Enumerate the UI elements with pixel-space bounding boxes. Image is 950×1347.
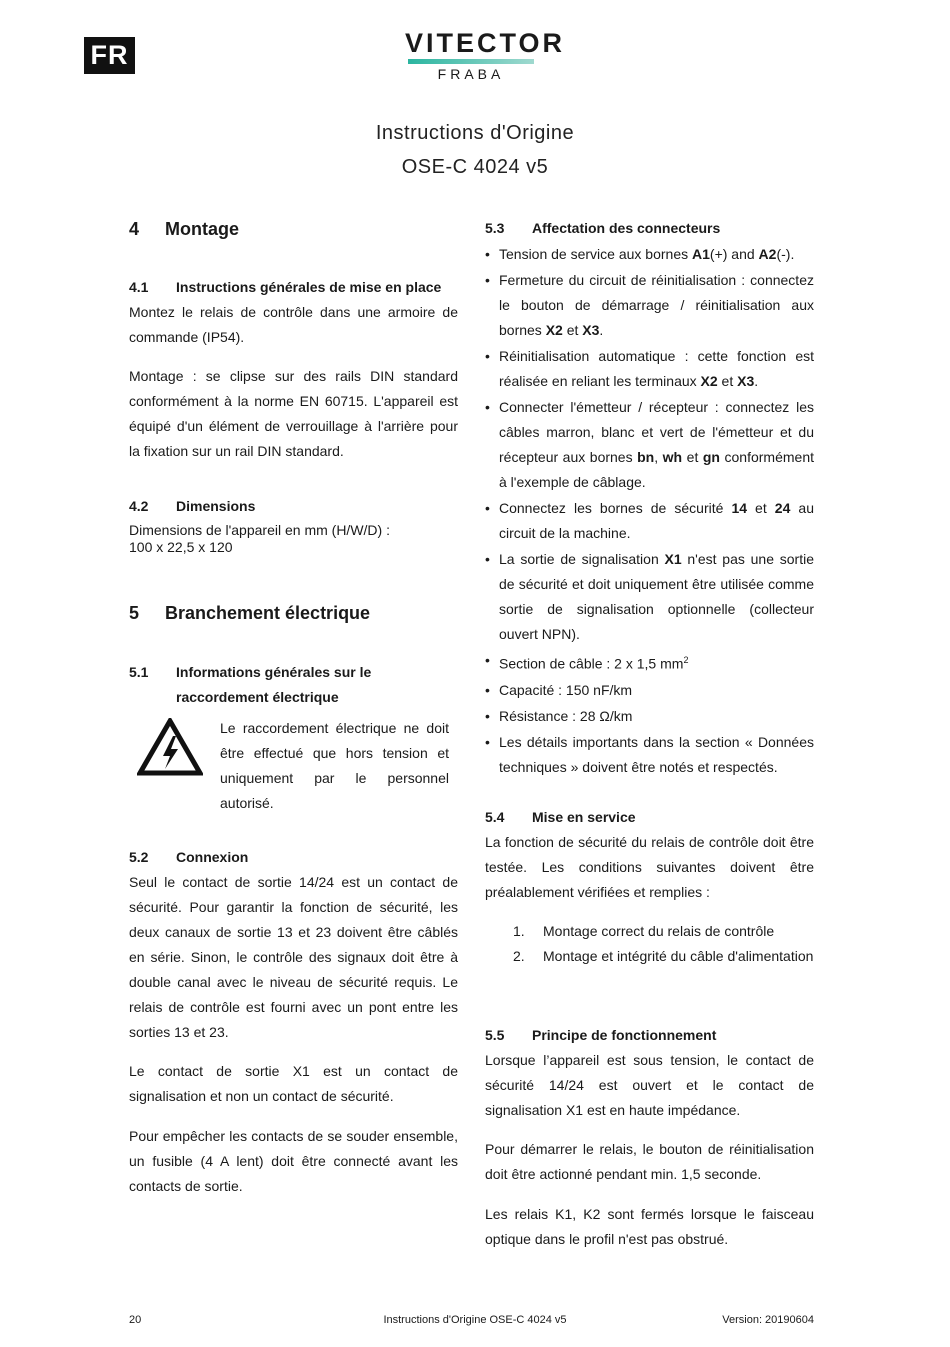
document-title: Instructions d'Origine [375,122,575,144]
list-item: • Résistance : 28 Ω/km [485,704,814,729]
dimensions-text [129,522,458,556]
paragraph: Pour empêcher les contacts de se souder ensemble, un fusible (4 A lent) doit être connecté avant les contacts de sortie. [129,1128,458,1194]
section-number: 5.4 [485,809,505,825]
section-number: 5.5 [485,1027,505,1043]
list-item: • Tension de service aux bornes A1(+) and A2(-). [485,242,814,267]
section-4-1-heading [129,275,469,300]
section-number: 4 [129,219,140,239]
section-title: Mise en service [532,809,636,825]
section-title: Dimensions [176,498,256,514]
paragraph: Montez le relais de contrôle dans une armoire de commande (IP54). [129,304,458,345]
section-5-1-heading [129,660,371,710]
section-5-5-heading [485,1023,716,1048]
footer-document-title: Instructions d'Origine OSE-C 4024 v5 [383,1314,567,1326]
list-item: • Section de câble : 2 x 1,5 $mm^2$ [485,648,814,677]
list-item: 2. Montage et intégrité du câble d'alimentation [513,948,814,964]
section-title: Branchement électrique [165,603,371,623]
connector-list [485,242,814,781]
list-item: • La sortie de signalisation X1 n'est pas une sortie de sécurité et doit uniquement être utilisée comme sortie de signalisation optionnelle (collecteur ouvert NPN). [485,547,814,647]
section-title: Montage [165,219,239,239]
section-5-heading [129,603,370,624]
logo-subtitle: FRABA [437,66,505,82]
paragraph: Montage : se clipse sur des rails DIN standard conformément à la norme EN 60715. L'appareil est équipé d'un élément de verrouillage à l'arrière pour la fixation sur un rail DIN standard. [129,368,458,459]
dimensions-value: 100 x 22,5 x 120 [129,539,233,555]
warning-text: Le raccordement électrique ne doit être effectué que hors tension et uniquement par le personnel autorisé. [220,720,449,811]
document-model: OSE-C 4024 v5 [401,156,549,178]
section-title: Instructions générales de mise en place [176,279,442,295]
section-4-2-heading [129,494,255,519]
logo-brand: VITECTOR [405,28,566,58]
section-number: 5.2 [129,849,149,865]
high-voltage-warning-icon [137,718,203,781]
paragraph: La fonction de sécurité du relais de contrôle doit être testée. Les conditions suivantes doivent être préalablement vérifiées et remplies : [485,834,814,900]
dimensions-label: Dimensions de l'appareil en mm (H/W/D) : [129,522,390,538]
section-number: 5.3 [485,220,505,236]
section-5-2-heading [129,845,248,870]
section-number: 5 [129,603,140,623]
footer-version: Version: 20190604 [722,1314,814,1326]
section-number: 4.1 [129,279,149,295]
section-title-line: raccordement électrique [176,689,339,705]
paragraph: Pour démarrer le relais, le bouton de réinitialisation doit être actionné pendant min. 1,5 seconde. [485,1141,814,1182]
language-badge: FR [84,37,135,74]
section-number: 4.2 [129,498,149,514]
list-item: • Fermeture du circuit de réinitialisation : connectez le bouton de démarrage / réinitialisation aux bornes X2 et X3. [485,268,814,343]
list-item: • Les détails importants dans la section « Données techniques » doivent être notés et respectés. [485,730,814,780]
paragraph: Les relais K1, K2 sont fermés lorsque le faisceau optique dans le profil n'est pas obstrué. [485,1206,814,1247]
list-item: • Réinitialisation automatique : cette fonction est réalisée en reliant les terminaux X2 et X3. [485,344,814,394]
vitector-logo [405,28,566,82]
paragraph: Seul le contact de sortie 14/24 est un contact de sécurité. Pour garantir la fonction de sécurité, les deux canaux de sortie 13 et 23 doivent être câblés en série. Sinon, le contrôle des signaux doit être à double canal avec le niveau de sécurité requis. Le relais de contrôle est fourni avec un pont entre les sorties 13 et 23. [129,874,458,1040]
section-title: Principe de fonctionnement [532,1027,717,1043]
list-item: • Connectez les bornes de sécurité 14 et 24 au circuit de la machine. [485,496,814,546]
paragraph: Lorsque l’appareil est sous tension, le contact de sécurité 14/24 est ouvert et le contact de signalisation X1 est en haute impédance. [485,1052,814,1118]
section-5-3-heading [485,216,720,241]
section-title-line: Informations générales sur le [176,664,372,680]
list-item: • Capacité : 150 nF/km [485,678,814,703]
list-item: • Connecter l'émetteur / récepteur : connectez les câbles marron, blanc et vert de l'émetteur et du récepteur aux bornes bn, wh et gn conformément à l'exemple de câblage. [485,395,814,495]
paragraph: Le contact de sortie X1 est un contact de signalisation et non un contact de sécurité. [129,1063,458,1104]
section-5-4-heading [485,805,636,830]
section-4-heading [129,219,239,240]
section-title: Affectation des connecteurs [532,220,721,236]
section-title [176,660,371,710]
list-item: 1. Montage correct du relais de contrôle [513,923,775,939]
page-number: 20 [129,1314,142,1326]
logo-accent-bar [408,59,534,64]
section-title: Connexion [176,849,249,865]
section-number: 5.1 [129,664,149,680]
commissioning-steps [485,919,814,969]
